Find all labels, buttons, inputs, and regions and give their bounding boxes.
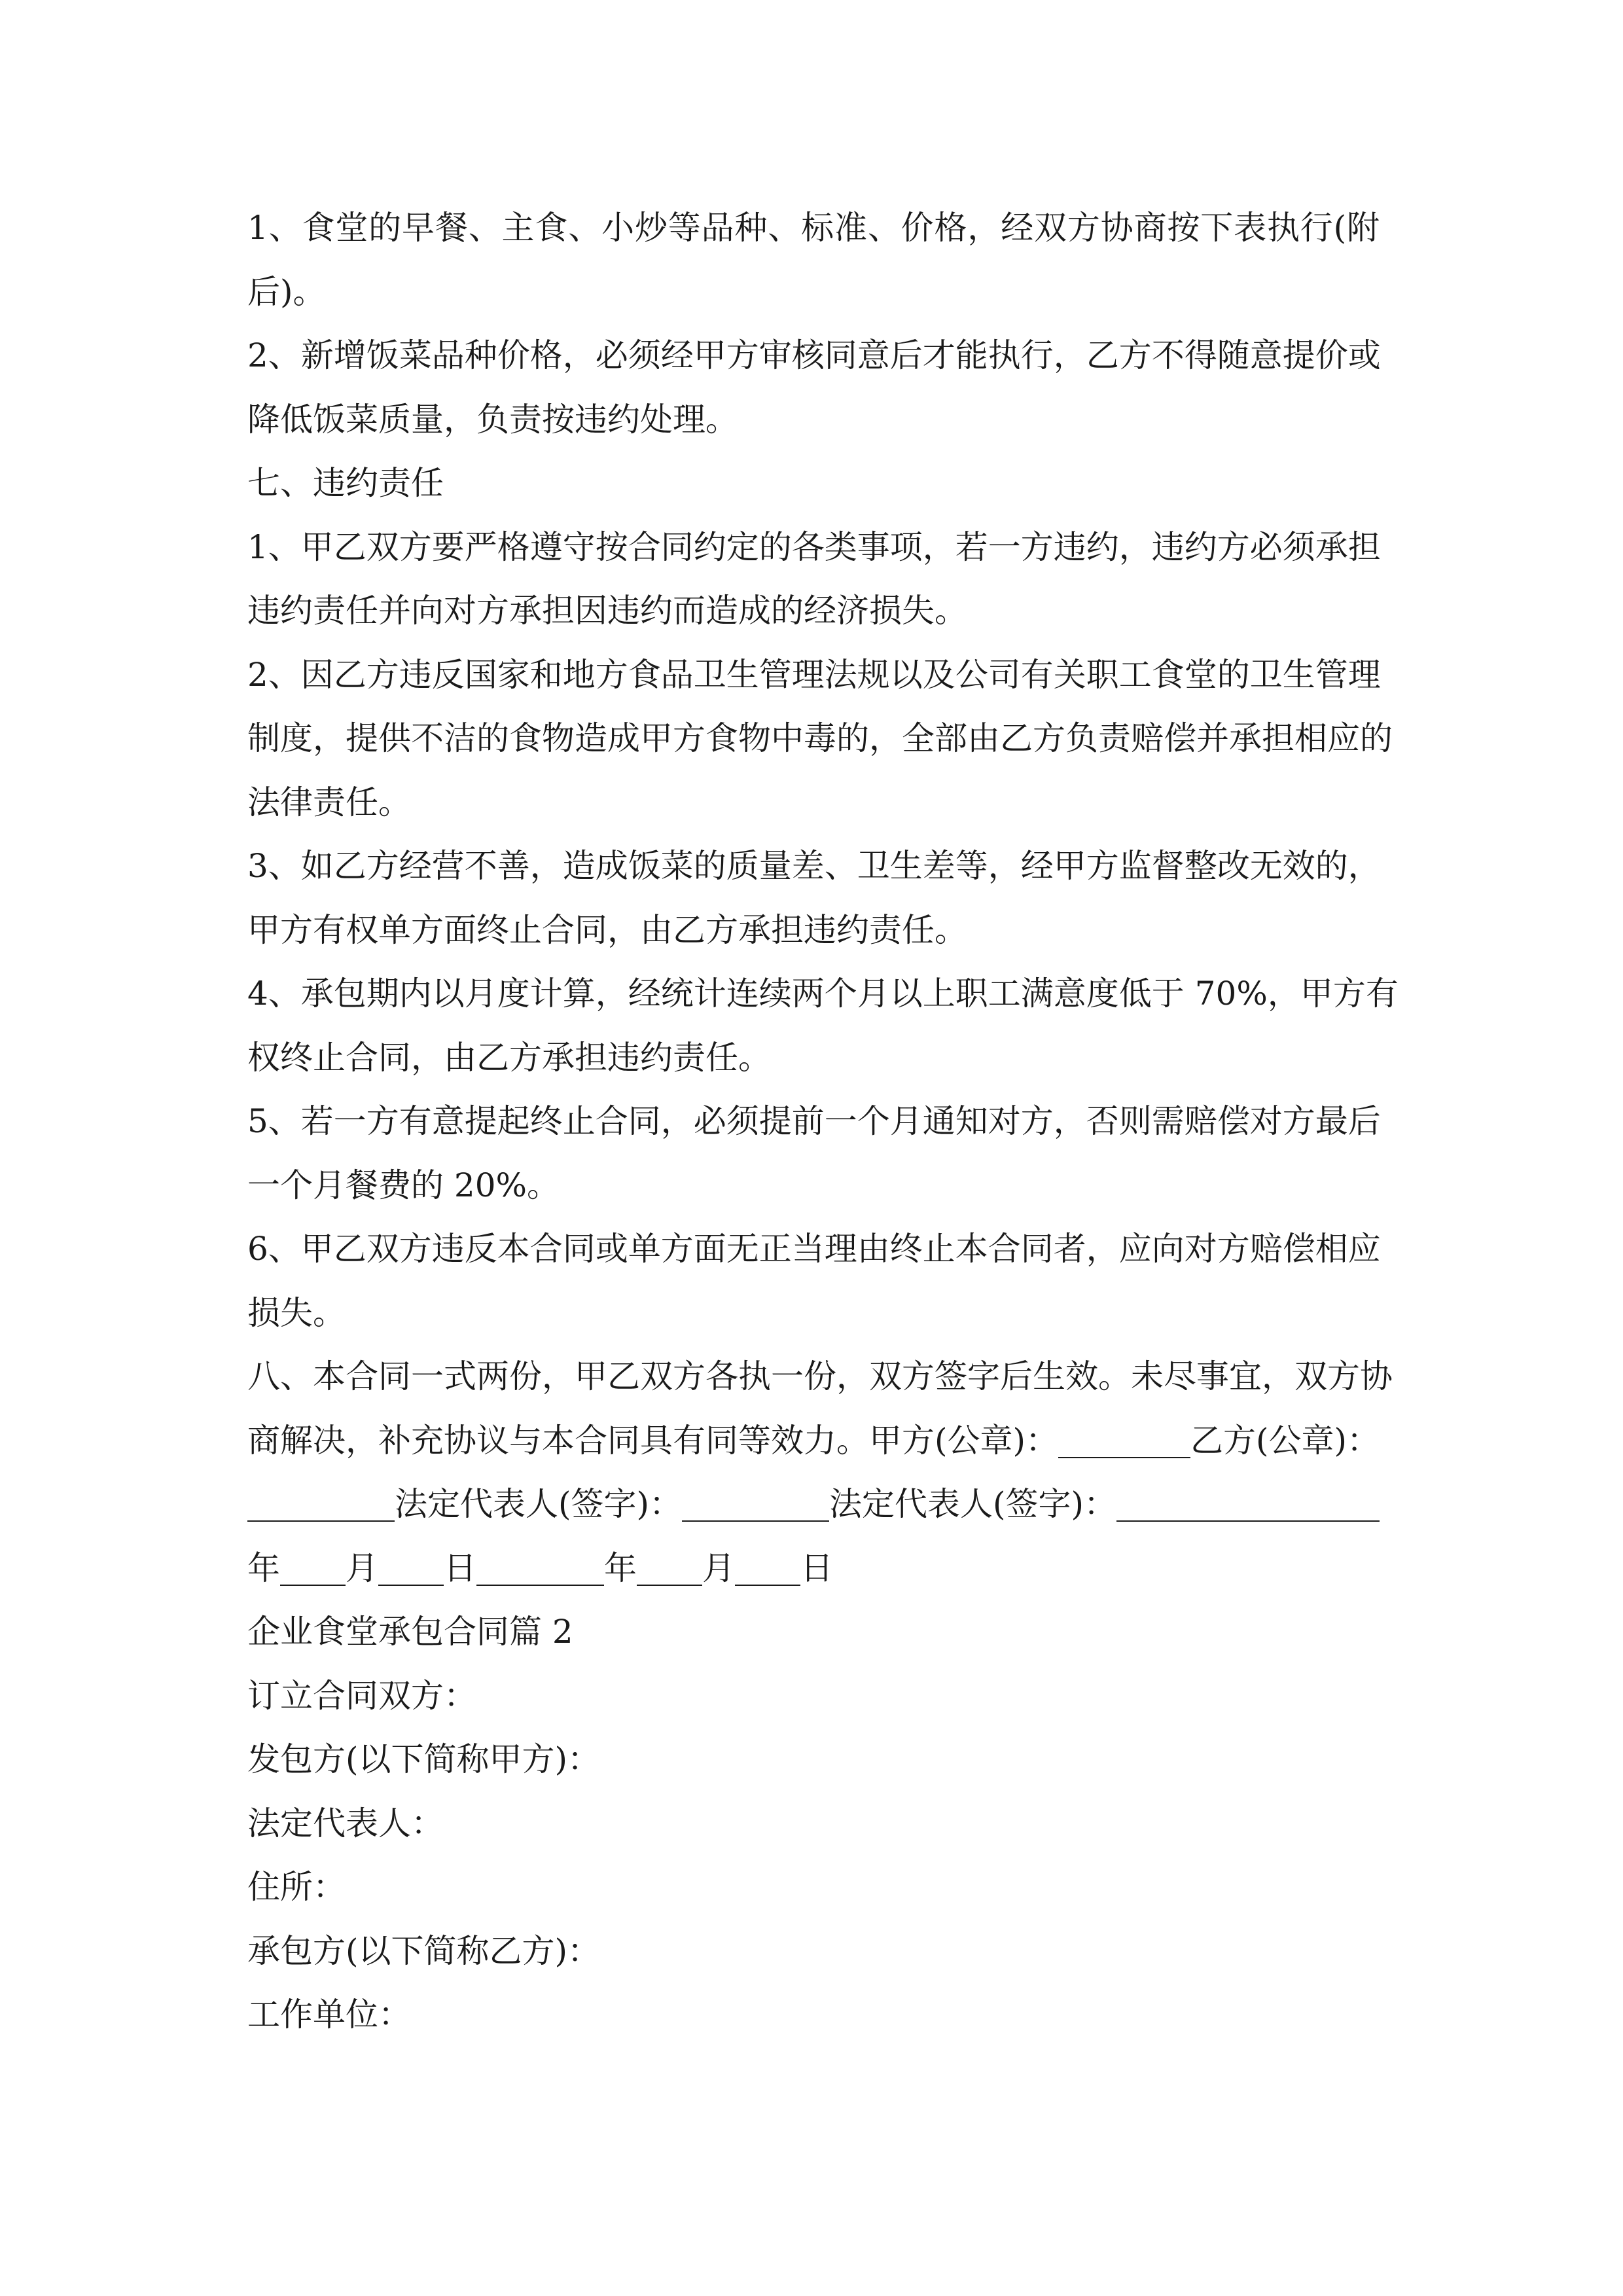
text-line: 承包方(以下简称乙方)： [247, 1931, 601, 1970]
sign-text: 商解决，补充协议与本合同具有同等效力。甲方(公章)： [247, 1421, 1059, 1460]
text-line: 1、食堂的早餐、主食、小炒等品种、标准、价格，经双方协商按下表执行(附 [247, 209, 1380, 247]
text-line: 2、因乙方违反国家和地方食品卫生管理法规以及公司有关职工食堂的卫生管理 [247, 655, 1381, 694]
text-line: 5、若一方有意提起终止合同，必须提前一个月通知对方，否则需赔偿对方最后 [247, 1102, 1381, 1140]
text-line: 4、承包期内以月度计算，经统计连续两个月以上职工满意度低于 70%，甲方有 [247, 975, 1399, 1013]
day-blank-2 [735, 1552, 800, 1586]
text-line: 订立合同双方： [247, 1676, 476, 1715]
date-line [247, 1537, 1380, 1601]
signature-line-representatives [247, 1473, 1380, 1537]
month-blank [280, 1552, 346, 1586]
party-b-seal-label: 乙方(公章)： [1190, 1421, 1380, 1460]
year-label-2: 年 [604, 1549, 637, 1587]
text-line: 住所： [247, 1868, 346, 1906]
text-line: 违约责任并向对方承担因违约而造成的经济损失。 [247, 592, 967, 630]
rep-b-label: 法定代表人(签字)： [829, 1485, 1117, 1523]
rep-a-signature-blank [682, 1488, 829, 1522]
text-line: 损失。 [247, 1293, 346, 1332]
party-b-seal-blank [247, 1488, 395, 1522]
day-label: 日 [444, 1549, 476, 1587]
text-line: 降低饭菜质量，负责按违约处理。 [247, 400, 738, 439]
day-label-2: 日 [800, 1549, 833, 1587]
text-line: 3、如乙方经营不善，造成饭菜的质量差、卫生差等，经甲方监督整改无效的， [247, 847, 1381, 885]
year-blank [476, 1552, 604, 1586]
document-body [247, 196, 1399, 2047]
text-line: 6、甲乙双方违反本合同或单方面无正当理由终止本合同者，应向对方赔偿相应 [247, 1230, 1381, 1268]
text-line: 工作单位： [247, 1996, 411, 2034]
text-line: 八、本合同一式两份，甲乙双方各执一份，双方签字后生效。未尽事宜，双方协 [247, 1357, 1393, 1395]
month-label: 月 [346, 1549, 378, 1587]
text-line: 法律责任。 [247, 783, 411, 821]
text-line: 甲方有权单方面终止合同，由乙方承担违约责任。 [247, 910, 967, 949]
section-heading: 七、违约责任 [247, 464, 444, 502]
year-label: 年 [247, 1549, 280, 1587]
rep-a-label: 法定代表人(签字)： [395, 1485, 683, 1523]
text-line: 权终止合同，由乙方承担违约责任。 [247, 1038, 771, 1077]
text-line: 制度，提供不洁的食物造成甲方食物中毒的，全部由乙方负责赔偿并承担相应的 [247, 719, 1393, 757]
rep-b-signature-blank [1116, 1488, 1380, 1522]
signature-line-seals [247, 1409, 1380, 1473]
text-line: 法定代表人： [247, 1804, 444, 1842]
text-line: 后)。 [247, 272, 326, 311]
party-a-seal-blank [1058, 1424, 1190, 1458]
section-title: 企业食堂承包合同篇 2 [247, 1613, 573, 1651]
month-blank-2 [637, 1552, 702, 1586]
text-line: 发包方(以下简称甲方)： [247, 1740, 601, 1778]
text-line: 1、甲乙双方要严格遵守按合同约定的各类事项，若一方违约，违约方必须承担 [247, 528, 1381, 566]
text-line: 2、新增饭菜品种价格，必须经甲方审核同意后才能执行，乙方不得随意提价或 [247, 336, 1381, 374]
month-label-2: 月 [702, 1549, 735, 1587]
text-line: 一个月餐费的 20%。 [247, 1166, 560, 1204]
day-blank [378, 1552, 444, 1586]
